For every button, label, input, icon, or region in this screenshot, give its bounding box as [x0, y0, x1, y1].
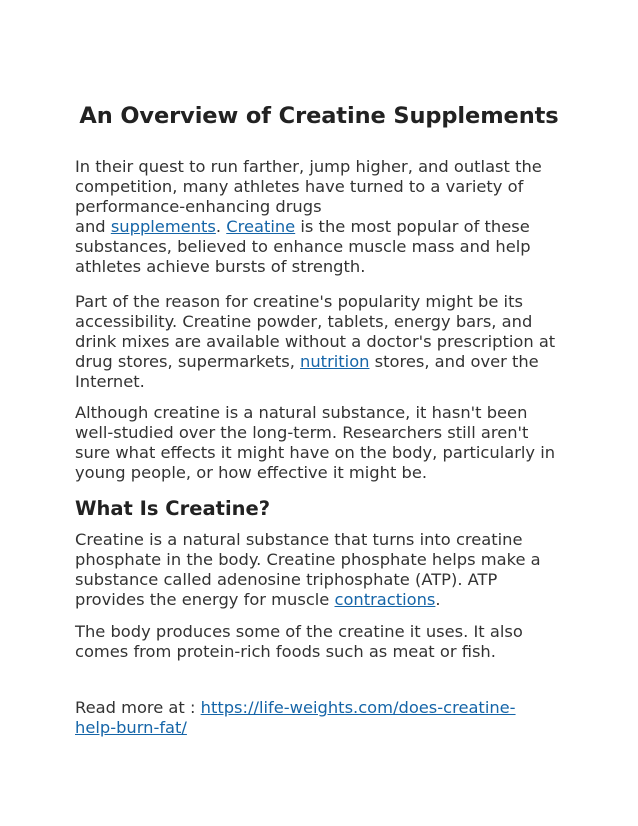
text-line: Although creatine is a natural substance, it hasn't been — [75, 403, 528, 422]
read-more-link-continued[interactable]: help-burn-fat/ — [75, 718, 187, 737]
text-line: The body produces some of the creatine it uses. It also — [75, 622, 523, 641]
read-more — [75, 698, 575, 738]
text-line: substance called adenosine triphosphate (ATP). ATP — [75, 570, 498, 589]
text-line: phosphate in the body. Creatine phosphate helps make a — [75, 550, 541, 569]
text-line: substances, believed to enhance muscle mass and help — [75, 237, 531, 256]
text-line: accessibility. Creatine powder, tablets, energy bars, and — [75, 312, 533, 331]
link-creatine[interactable]: Creatine — [226, 217, 296, 236]
text-line — [75, 718, 575, 738]
text-line — [75, 698, 575, 718]
text-line: young people, or how effective it might be. — [75, 463, 428, 482]
link-contractions[interactable]: contractions — [334, 590, 436, 609]
read-more-link[interactable]: https://life-weights.com/does-creatine- — [200, 698, 516, 717]
text-line: Creatine is a natural substance that turns into creatine — [75, 530, 523, 549]
text-line: performance-enhancing drugs — [75, 197, 322, 216]
paragraph-sources — [75, 622, 575, 662]
read-more-label: Read more at : — [75, 698, 201, 717]
page-title: An Overview of Creatine Supplements — [79, 103, 559, 129]
link-nutrition[interactable]: nutrition — [300, 352, 370, 371]
text-line: competition, many athletes have turned to a variety of — [75, 177, 524, 196]
paragraph-definition — [75, 530, 575, 610]
text-line: drink mixes are available without a doctor's prescription at — [75, 332, 556, 351]
text-fragment: and — [75, 217, 111, 236]
text-fragment: . — [435, 590, 441, 609]
text-line: sure what effects it might have on the body, particularly in — [75, 443, 556, 462]
text-line — [75, 590, 575, 610]
paragraph-popularity — [75, 292, 575, 392]
text-line: comes from protein-rich foods such as meat or fish. — [75, 642, 496, 661]
link-supplements[interactable]: supplements — [110, 217, 216, 236]
text-line: athletes achieve bursts of strength. — [75, 257, 366, 276]
text-fragment: drug stores, supermarkets, — [75, 352, 301, 371]
paragraph-research — [75, 403, 575, 483]
text-line: Internet. — [75, 372, 145, 391]
text-fragment: provides the energy for muscle — [75, 590, 335, 609]
section-heading: What Is Creatine? — [75, 497, 271, 520]
text-line: Part of the reason for creatine's popularity might be its — [75, 292, 523, 311]
text-fragment: . — [215, 217, 227, 236]
text-line: well-studied over the long-term. Researchers still aren't — [75, 423, 529, 442]
text-fragment: is the most popular of these — [295, 217, 530, 236]
text-fragment: stores, and over the — [369, 352, 539, 371]
text-line: In their quest to run farther, jump higher, and outlast the — [75, 157, 542, 176]
paragraph-intro — [75, 157, 575, 277]
text-line — [75, 352, 575, 372]
text-line — [75, 217, 575, 237]
